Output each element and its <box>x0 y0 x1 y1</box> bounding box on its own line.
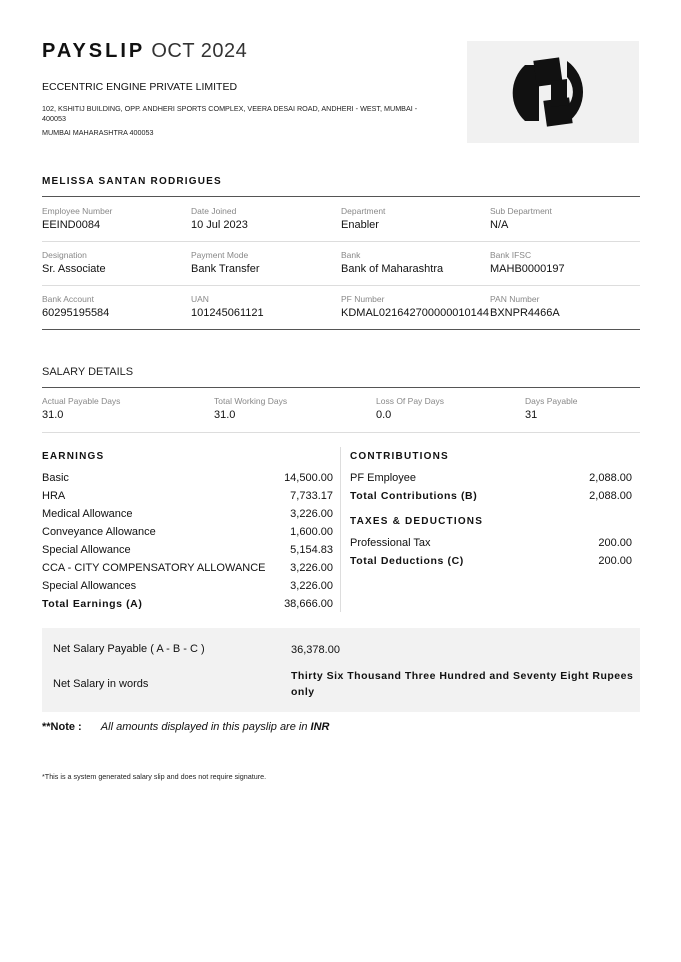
contributions-title: CONTRIBUTIONS <box>350 451 449 462</box>
field-value: 0.0 <box>376 409 392 421</box>
field-department <box>341 206 385 231</box>
earning-amount: 14,500.00 <box>284 472 333 484</box>
field-value: Enabler <box>341 219 379 231</box>
field-label: Loss Of Pay Days <box>376 396 445 406</box>
field-loss-of-pay-days <box>376 396 444 421</box>
field-bank <box>341 250 443 275</box>
company-name: ECCENTRIC ENGINE PRIVATE LIMITED <box>42 81 238 93</box>
field-value: 60295195584 <box>42 307 110 319</box>
field-employee-number <box>42 206 112 231</box>
field-pf-number <box>341 294 489 319</box>
field-label: Total Working Days <box>214 396 288 406</box>
divider <box>42 387 640 388</box>
earning-amount: 3,226.00 <box>290 562 333 574</box>
field-value: Sr. Associate <box>42 263 106 275</box>
title-payslip: PAYSLIP <box>42 40 146 62</box>
earning-name: HRA <box>42 490 66 502</box>
earning-amount: 5,154.83 <box>290 544 333 556</box>
field-pan-number <box>490 294 560 319</box>
field-label: Actual Payable Days <box>42 396 121 406</box>
field-value: N/A <box>490 219 509 231</box>
earning-name: Special Allowance <box>42 544 131 556</box>
field-date-joined <box>191 206 248 231</box>
field-label: Days Payable <box>525 396 578 406</box>
field-bank-ifsc <box>490 250 565 275</box>
company-city: MUMBAI MAHARASHTRA 400053 <box>42 128 154 137</box>
field-label: PF Number <box>341 294 385 304</box>
field-label: Date Joined <box>191 206 237 216</box>
company-address: 102, KSHITIJ BUILDING, OPP. ANDHERI SPORTS COMPLEX, VEERA DESAI ROAD, ANDHERI - WEST, MUMBAI - 400053 <box>42 104 418 123</box>
field-value: 31.0 <box>214 409 236 421</box>
field-total-working-days <box>214 396 287 421</box>
deduction-name: Professional Tax <box>350 537 431 549</box>
contribution-amount: 2,088.00 <box>589 472 632 484</box>
field-actual-payable-days <box>42 396 120 421</box>
field-value: 31 <box>525 409 538 421</box>
field-value: EEIND0084 <box>42 219 101 231</box>
divider <box>42 329 640 330</box>
note-text: All amounts displayed in this payslip are in <box>100 721 308 733</box>
field-label: Sub Department <box>490 206 552 216</box>
field-payment-mode <box>191 250 259 275</box>
company-logo <box>467 41 639 143</box>
column-divider <box>340 447 341 612</box>
field-sub-department <box>490 206 552 231</box>
field-value: 101245061121 <box>191 307 264 319</box>
note-currency: INR <box>310 721 330 733</box>
earning-name: Conveyance Allowance <box>42 526 156 538</box>
total-earnings-label: Total Earnings (A) <box>42 598 143 610</box>
field-value: Bank Transfer <box>191 263 260 275</box>
total-earnings-amount: 38,666.00 <box>284 598 333 610</box>
field-label: Bank IFSC <box>490 250 532 260</box>
total-deductions-amount: 200.00 <box>598 555 632 567</box>
field-value: BXNPR4466A <box>490 307 560 319</box>
field-label: PAN Number <box>490 294 540 304</box>
earning-name: CCA - CITY COMPENSATORY ALLOWANCE <box>42 562 266 574</box>
net-words-label: Net Salary in words <box>53 678 149 690</box>
earning-amount: 3,226.00 <box>290 580 333 592</box>
title-period: OCT 2024 <box>151 40 248 62</box>
note-label: **Note : <box>42 721 82 733</box>
field-label: Bank Account <box>42 294 94 304</box>
earning-name: Medical Allowance <box>42 508 133 520</box>
employee-name: MELISSA SANTAN RODRIGUES <box>42 176 222 187</box>
earning-amount: 3,226.00 <box>290 508 333 520</box>
divider <box>42 285 640 286</box>
field-value: 31.0 <box>42 409 64 421</box>
field-days-payable <box>525 396 577 421</box>
field-uan <box>191 294 264 319</box>
field-label: Payment Mode <box>191 250 249 260</box>
deduction-amount: 200.00 <box>598 537 632 549</box>
field-label: Designation <box>42 250 87 260</box>
field-value: 10 Jul 2023 <box>191 219 248 231</box>
divider <box>42 432 640 433</box>
earning-amount: 1,600.00 <box>290 526 333 538</box>
deductions-title: TAXES & DEDUCTIONS <box>350 516 484 527</box>
field-label: Department <box>341 206 386 216</box>
field-label: Employee Number <box>42 206 113 216</box>
field-value: MAHB0000197 <box>490 263 565 275</box>
net-payable-label: Net Salary Payable ( A - B - C ) <box>53 643 205 655</box>
field-value: KDMAL021642700000010144 <box>341 307 490 319</box>
salary-details-title: SALARY DETAILS <box>42 366 134 378</box>
field-designation <box>42 250 106 275</box>
divider <box>42 241 640 242</box>
total-contributions-amount: 2,088.00 <box>589 490 632 502</box>
total-contributions-label: Total Contributions (B) <box>350 490 478 502</box>
page-title <box>42 40 247 63</box>
footer-disclaimer: *This is a system generated salary slip and does not require signature. <box>42 772 267 781</box>
earnings-title: EARNINGS <box>42 451 105 462</box>
field-value: Bank of Maharashtra <box>341 263 444 275</box>
field-label: UAN <box>191 294 209 304</box>
earning-name: Basic <box>42 472 69 484</box>
logo-mark-icon <box>505 49 601 135</box>
currency-note <box>42 721 329 733</box>
divider <box>42 196 640 197</box>
earning-name: Special Allowances <box>42 580 137 592</box>
earning-amount: 7,733.17 <box>290 490 333 502</box>
total-deductions-label: Total Deductions (C) <box>350 555 464 567</box>
net-words-value: Thirty Six Thousand Three Hundred and Seventy Eight Rupees only <box>291 670 634 698</box>
field-bank-account <box>42 294 109 319</box>
contribution-name: PF Employee <box>350 472 417 484</box>
field-label: Bank <box>341 250 361 260</box>
net-payable-value: 36,378.00 <box>291 644 340 656</box>
